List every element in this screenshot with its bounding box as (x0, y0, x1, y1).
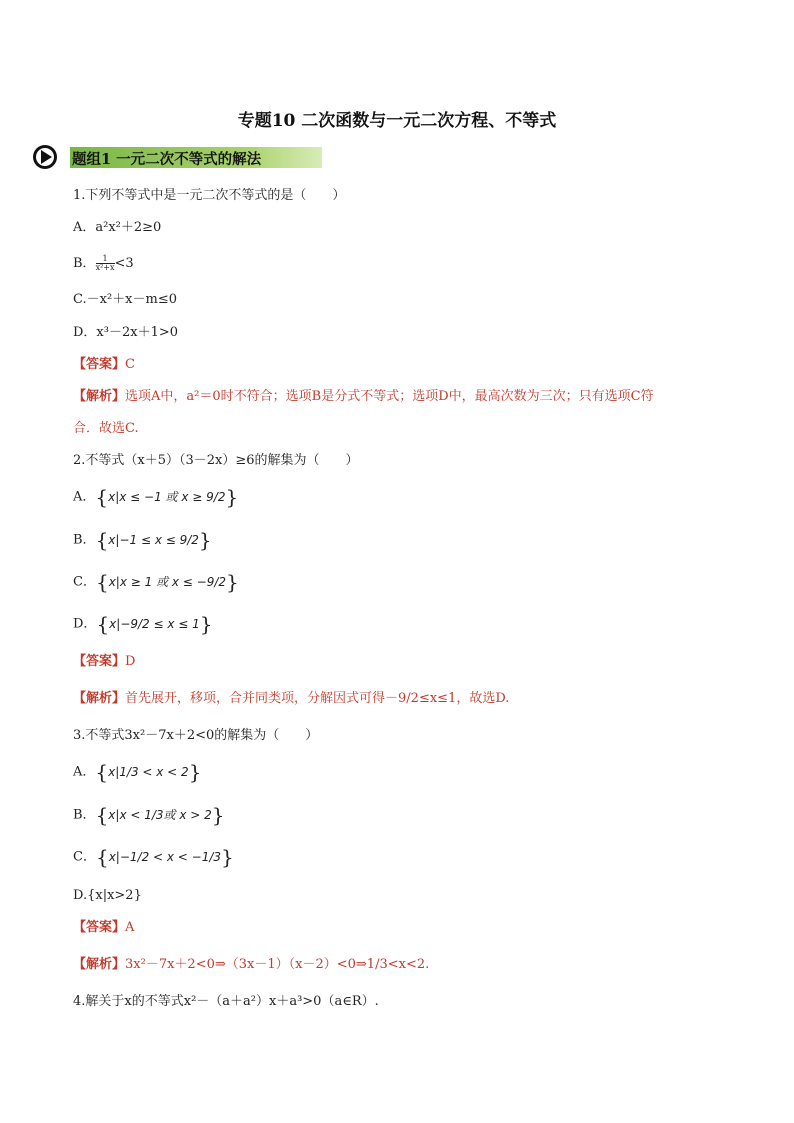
q2-answer (73, 652, 135, 672)
q3-option-a: A．{x|1/3 < x < 2} (73, 760, 202, 784)
q2-option-b: B．{x|−1 ≤ x ≤ 9/2} (73, 528, 212, 552)
answer-tag: 【答案】 (73, 654, 126, 669)
q1-option-b-prefix: B． (73, 256, 96, 271)
q3-option-c-set: x|−1/2 < x < −1/3 (108, 850, 222, 864)
answer-value: D (125, 654, 136, 669)
answer-value: C (125, 357, 135, 372)
q1-option-b-fraction: $\frac{1}{\text{x²+x}}$ (95, 254, 115, 272)
q2-explanation (73, 689, 509, 709)
q1-explanation-line2: 合．故选C. (73, 421, 139, 436)
q3-option-a-prefix: A． (73, 764, 96, 780)
q2-option-b-set: x|−1 ≤ x ≤ 9/2 (108, 533, 199, 547)
q1-option-c: C.－x²＋x－m≤0 (73, 292, 177, 307)
q1-answer (73, 355, 135, 375)
q2-option-c: C．{x|x ≥ 1 或 x ≤ −9/2} (73, 570, 239, 594)
q1-option-a: A．a²x²＋2≥0 (73, 220, 162, 235)
q2-option-c-set: x|x ≥ 1 或 x ≤ −9/2 (108, 575, 227, 589)
page-title: 专题10 二次函数与一元二次方程、不等式 (237, 111, 557, 131)
q3-option-b: B．{x|x < 1/3或 x > 2} (73, 803, 225, 827)
answer-tag: 【答案】 (73, 920, 126, 935)
q3-option-d: D.{x|x>2} (73, 888, 142, 903)
explanation-text: 首先展开，移项，合并同类项，分解因式可得－9/2≤x≤1，故选D. (125, 691, 510, 706)
q1-option-b (73, 254, 134, 274)
q3-stem: 3.不等式3x²－7x＋2<0的解集为（ ） (73, 728, 319, 743)
section-label: 题组1 一元二次不等式的解法 (72, 151, 262, 168)
q3-option-c: C．{x|−1/2 < x < −1/3} (73, 845, 234, 869)
q3-answer (73, 918, 134, 938)
q1-option-d: D．x³－2x＋1>0 (73, 325, 179, 340)
explanation-text: 选项A中，a²＝0时不符合；选项B是分式不等式；选项D中，最高次数为三次；只有选项C符 (125, 389, 654, 404)
q3-explanation (73, 955, 429, 975)
q2-option-a-set: x|x ≤ −1 或 x ≥ 9/2 (108, 490, 226, 504)
q1-option-b-suffix: <3 (114, 256, 134, 271)
answer-tag: 【答案】 (73, 357, 126, 372)
q2-option-d-prefix: D． (73, 616, 97, 632)
q2-option-a-prefix: A． (73, 489, 96, 505)
q1-stem: 1.下列不等式中是一元二次不等式的是（ ） (73, 188, 346, 203)
q3-option-b-prefix: B． (73, 807, 96, 823)
q3-option-a-set: x|1/3 < x < 2 (108, 765, 189, 779)
q2-option-b-prefix: B． (73, 532, 96, 548)
q2-option-a: A．{x|x ≤ −1 或 x ≥ 9/2} (73, 485, 239, 509)
q3-option-b-set: x|x < 1/3或 x > 2 (108, 808, 212, 822)
play-arrow-icon (32, 144, 58, 170)
q1-explanation-line1 (73, 387, 654, 407)
q2-option-d: D．{x|−9/2 ≤ x ≤ 1} (73, 612, 213, 636)
q2-stem: 2.不等式（x＋5）（3－2x）≥6的解集为（ ） (73, 453, 359, 468)
explanation-tag: 【解析】 (73, 389, 126, 404)
explanation-tag: 【解析】 (73, 957, 126, 972)
explanation-tag: 【解析】 (73, 691, 126, 706)
q3-option-c-prefix: C． (73, 849, 96, 865)
explanation-text: 3x²－7x＋2<0⇒（3x－1）（x－2）<0⇒1/3<x<2. (125, 957, 430, 972)
q2-option-c-prefix: C． (73, 574, 96, 590)
q4-stem: 4.解关于x的不等式x²－（a＋a²）x＋a³>0（a∈R）. (73, 994, 379, 1009)
q2-option-d-set: x|−9/2 ≤ x ≤ 1 (109, 617, 200, 631)
answer-value: A (125, 920, 135, 935)
